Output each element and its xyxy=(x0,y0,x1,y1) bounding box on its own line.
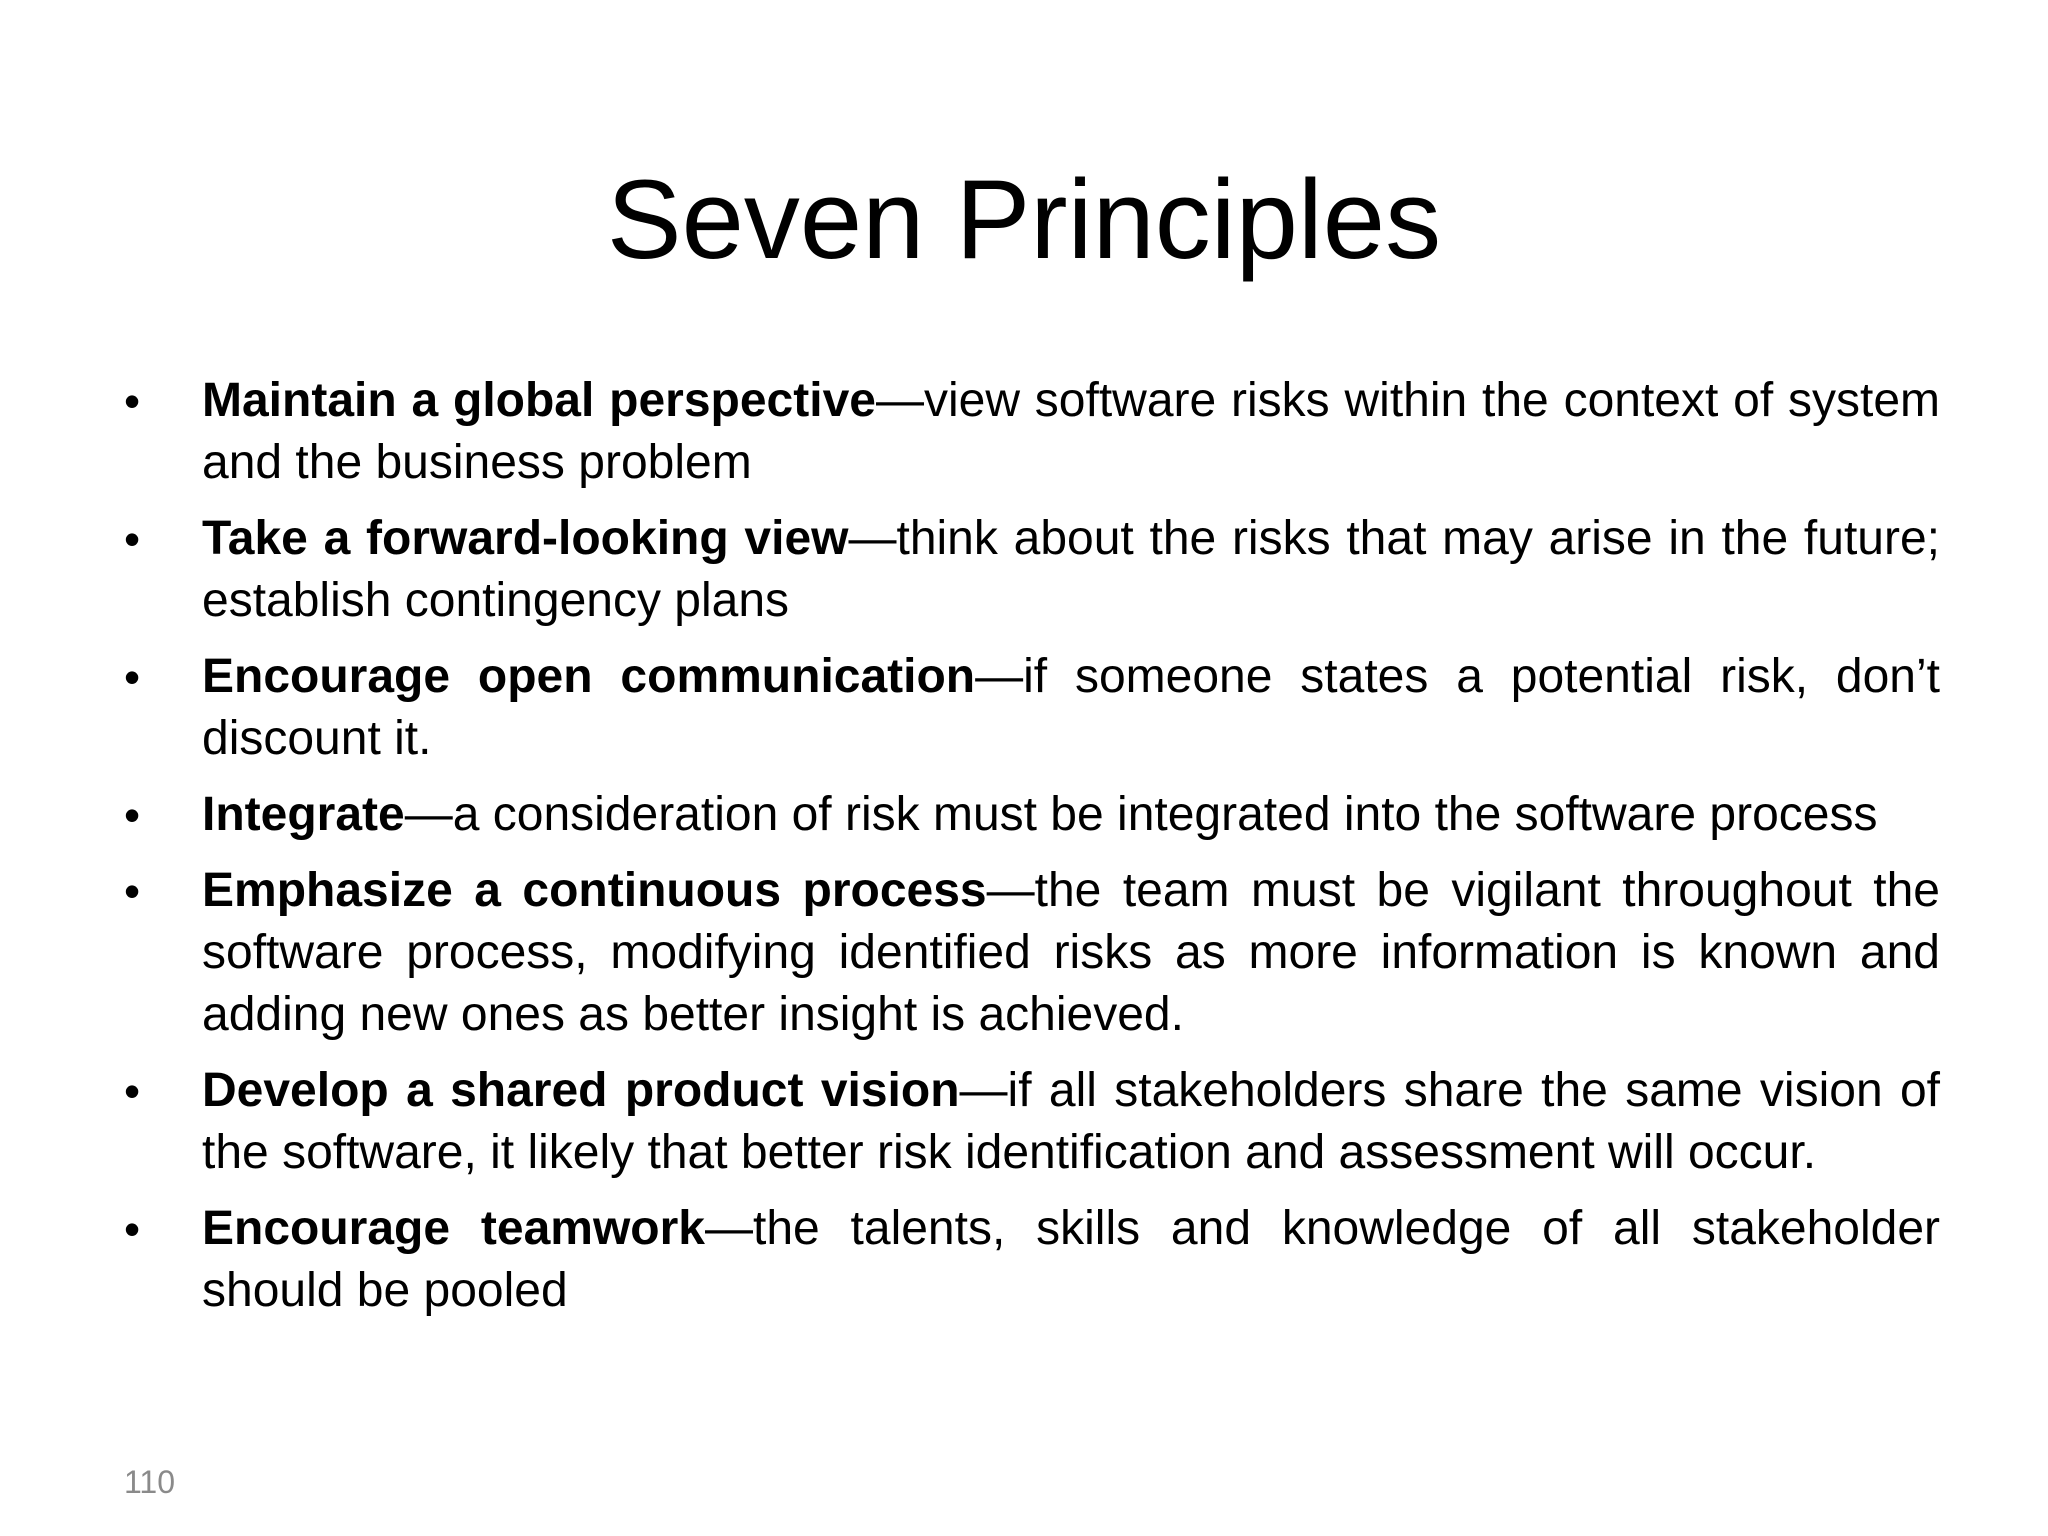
principle-description: —think about the risks that may arise in the future; establish contingency plans xyxy=(202,512,1940,627)
bullet-icon: • xyxy=(124,1203,141,1255)
principle-item xyxy=(120,860,1940,1046)
principle-description: —if all stakeholders share the same vision of the software, it likely that better risk identification and assessment will occur. xyxy=(202,1064,1941,1179)
principle-item xyxy=(120,370,1940,494)
principle-description: —if someone states a potential risk, don’t discount it. xyxy=(202,650,1940,765)
bullet-icon: • xyxy=(124,513,141,565)
bullet-icon: • xyxy=(124,375,141,427)
principle-item xyxy=(120,508,1940,632)
slide-title: Seven Principles xyxy=(606,157,1442,282)
principle-description: —the team must be vigilant throughout the software process, modifying identified risks as more information is known and adding new ones as better insight is achieved. xyxy=(202,864,1940,1041)
principle-description: —view software risks within the context of system and the business problem xyxy=(202,374,1941,489)
principle-item xyxy=(120,784,1940,846)
principle-term: Maintain a global perspective xyxy=(202,374,876,427)
bullet-icon: • xyxy=(124,865,141,917)
principle-term: Take a forward-looking view xyxy=(202,512,849,565)
principles-list xyxy=(120,370,1940,1336)
bullet-icon: • xyxy=(124,1065,141,1117)
principle-term: Integrate xyxy=(202,788,405,841)
page-number: 110 xyxy=(124,1464,176,1500)
bullet-icon: • xyxy=(124,651,141,703)
principle-item xyxy=(120,1060,1940,1184)
principle-item xyxy=(120,646,1940,770)
principle-term: Encourage open communication xyxy=(202,650,976,703)
principle-description: —the talents, skills and knowledge of all stakeholder should be pooled xyxy=(202,1202,1941,1317)
principle-description: —a consideration of risk must be integrated into the software process xyxy=(404,788,1878,841)
principle-term: Encourage teamwork xyxy=(202,1202,705,1255)
bullet-icon: • xyxy=(124,789,141,841)
principle-term: Develop a shared product vision xyxy=(202,1064,960,1117)
principle-term: Emphasize a continuous process xyxy=(202,864,987,917)
principle-item xyxy=(120,1198,1940,1322)
